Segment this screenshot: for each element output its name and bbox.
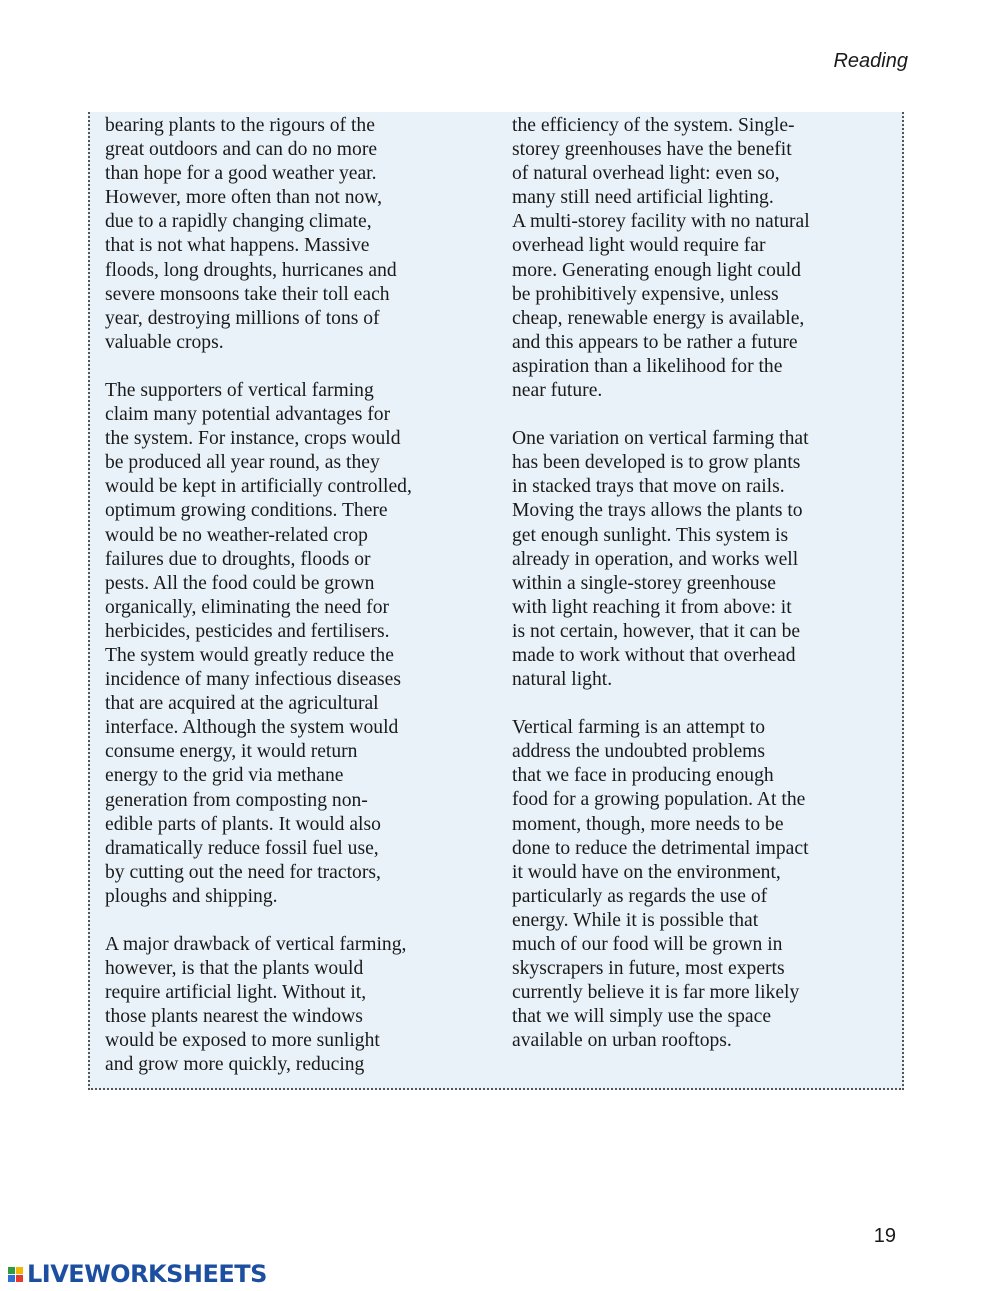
page-number: 19 [873, 1225, 896, 1247]
liveworksheets-logo-icon [8, 1267, 23, 1282]
right-column [512, 114, 892, 1077]
paragraph: A major drawback of vertical farming, however, is that the plants would require artificial light. Without it, those plants nearest the windows would be exposed to more sunlight and grow more quickly, reducing [105, 934, 407, 1076]
paragraph: the efficiency of the system. Single- storey greenhouses have the benefit of natural overhead light: even so, many still need artificial lighting. A multi-storey facility with no natural overhead light would require far more. Generating enough light could be prohibitively expensive, unless cheap, renewable energy is available, and this appears to be rather a future aspiration than a likelihood for the near future. [512, 115, 810, 402]
liveworksheets-watermark [8, 1260, 267, 1288]
paragraph: Vertical farming is an attempt to address the undoubted problems that we face in producing enough food for a growing population. At the moment, though, more needs to be done to reduce the detrimental impact it would have on the environment, particularly as regards the use of energy. While it is possible that much of our food will be grown in skyscrapers in future, most experts currently believe it is far more likely that we will simply use the space available on urban rooftops. [512, 717, 809, 1052]
paragraph: One variation on vertical farming that has been developed is to grow plants in stacked trays that move on rails. Moving the trays allows the plants to get enough sunlight. This system is already in operation, and works well within a single-storey greenhouse with light reaching it from above: it is not certain, however, that it can be made to work without that overhead natural light. [512, 428, 809, 691]
paragraph: bearing plants to the rigours of the great outdoors and can do no more than hope for a good weather year. However, more often than not now, due to a rapidly changing climate, that is not what happens. Massive floods, long droughts, hurricanes and severe monsoons take their toll each year, destroying millions of tons of valuable crops. [105, 115, 397, 353]
watermark-text: LIVEWORKSHEETS [27, 1260, 267, 1288]
reading-passage-box [88, 112, 904, 1090]
left-column [105, 114, 490, 1102]
paragraph: The supporters of vertical farming claim many potential advantages for the system. For instance, crops would be produced all year round, as they would be kept in artificially controlled, optimum growing conditions. There would be no weather-related crop failures due to droughts, floods or pests. All the food could be grown organically, eliminating the need for herbicides, pesticides and fertilisers. The system would greatly reduce the incidence of many infectious diseases that are acquired at the agricultural interface. Although the system would consume energy, it would return energy to the grid via methane generation from composting non- edible parts of plants. It would also dramatically reduce fossil fuel use, by cutting out the need for tractors, ploughs and shipping. [105, 379, 412, 907]
section-label: Reading [833, 50, 908, 72]
